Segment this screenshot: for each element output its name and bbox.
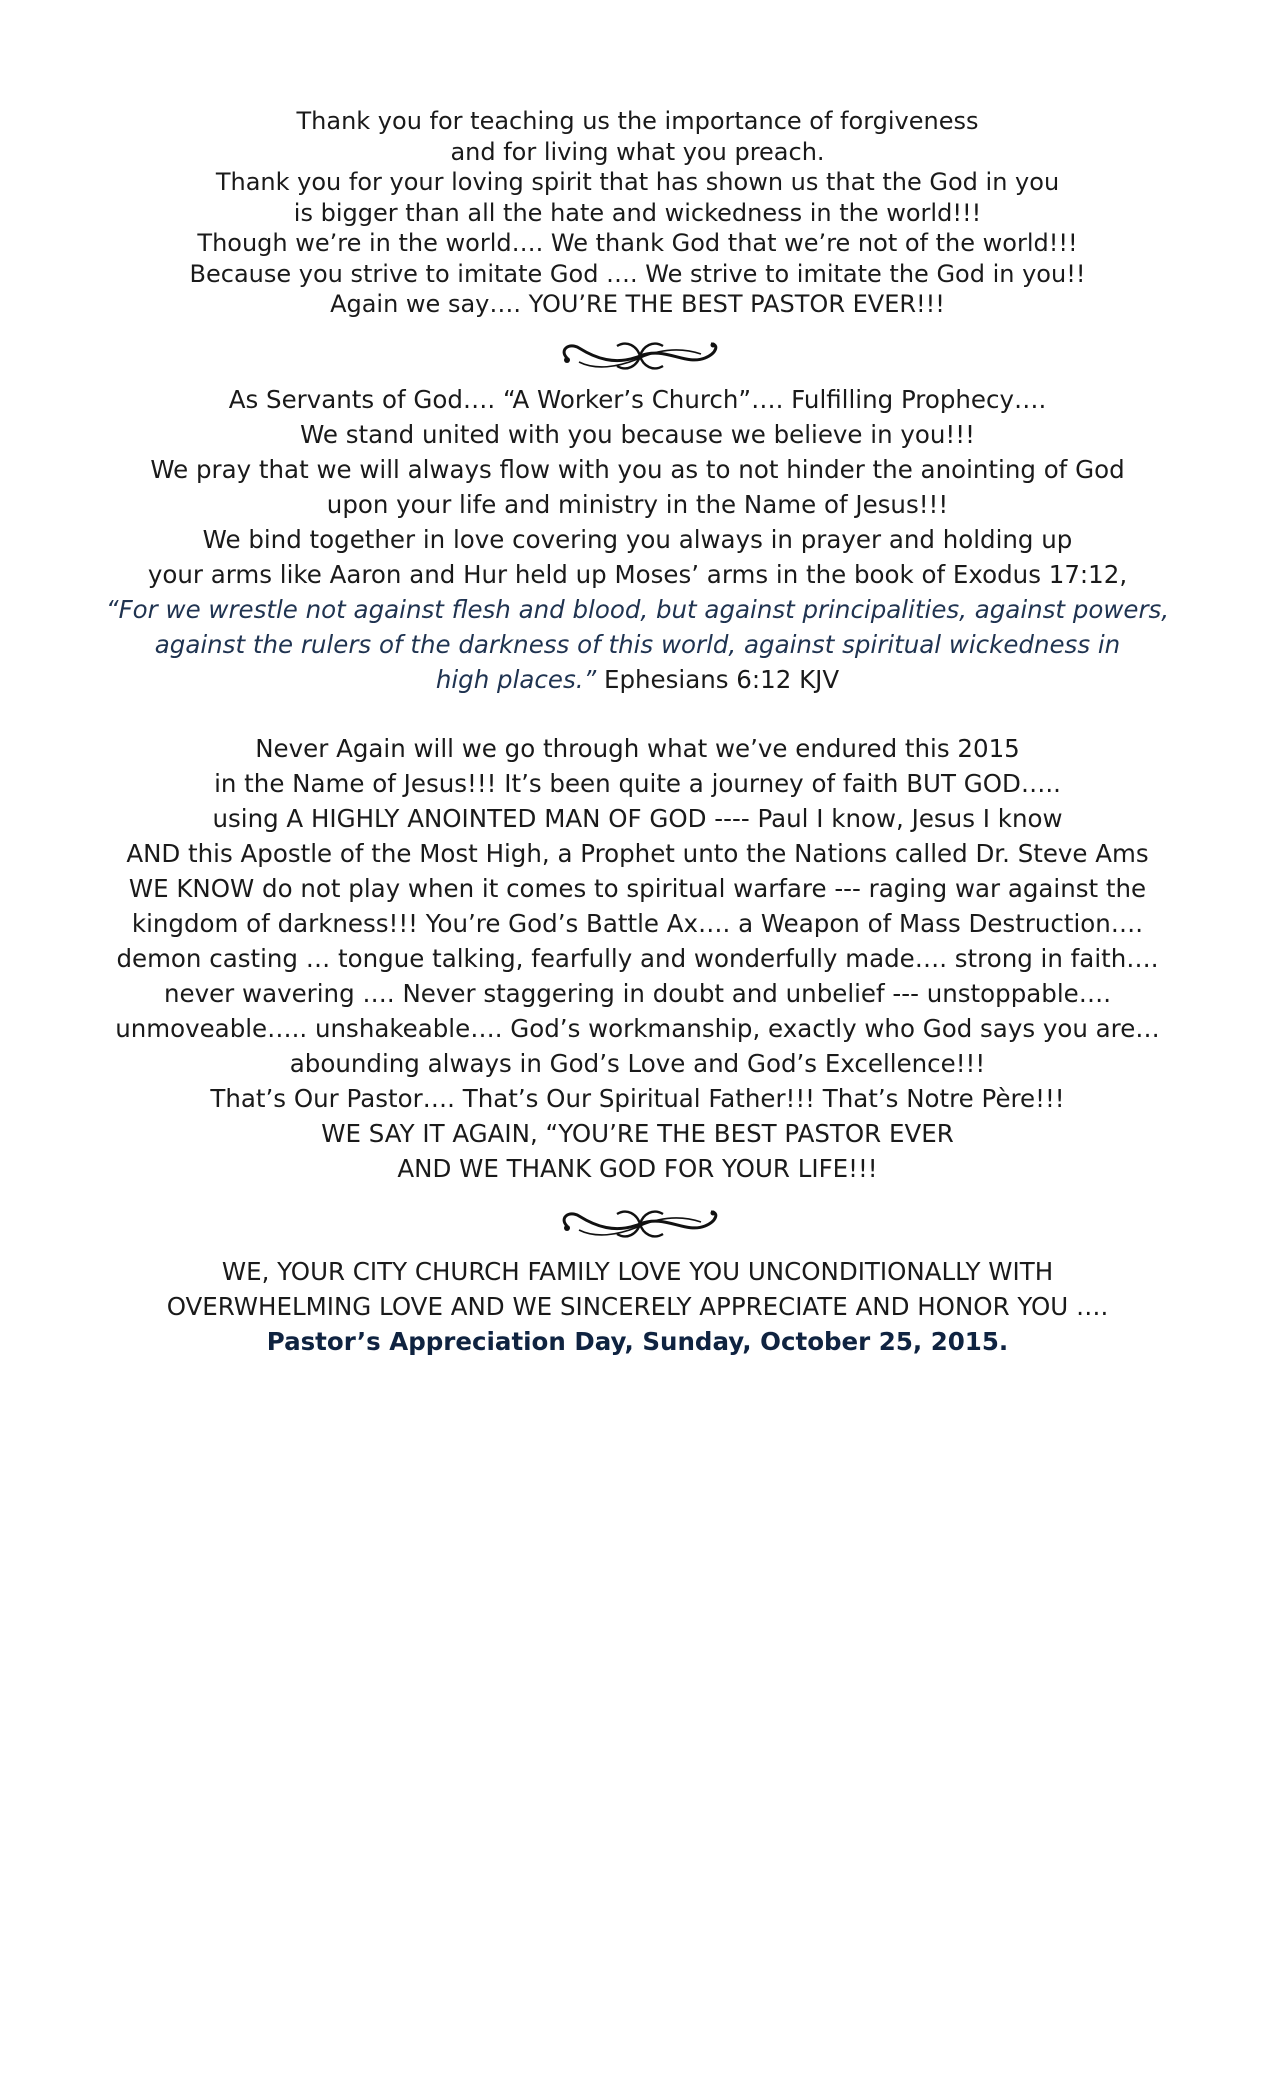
- scripture-quote-line: “For we wrestle not against flesh and blood, but against principalities, against powers,: [105, 595, 1170, 624]
- scroll-flourish-icon: [555, 336, 725, 376]
- text-line: AND this Apostle of the Most High, a Prophet unto the Nations called Dr. Steve Ams: [126, 839, 1149, 868]
- scripture-quote-last-line: [0, 662, 1275, 697]
- appreciation-day-line: Pastor’s Appreciation Day, Sunday, October 25, 2015.: [266, 1327, 1009, 1356]
- text-line: AND WE THANK GOD FOR YOUR LIFE!!!: [397, 1154, 878, 1183]
- text-line: never wavering …. Never staggering in doubt and unbelief --- unstoppable….: [164, 979, 1111, 1008]
- text-line: and for living what you preach.: [450, 137, 825, 166]
- servants-paragraph: [0, 382, 1275, 697]
- text-line: upon your life and ministry in the Name of Jesus!!!: [326, 490, 949, 519]
- text-line: That’s Our Pastor…. That’s Our Spiritual Father!!! That’s Notre Père!!!: [210, 1084, 1065, 1113]
- text-line: Again we say…. YOU’RE THE BEST PASTOR EVER!!!: [330, 290, 945, 318]
- text-line: We stand united with you because we believe in you!!!: [300, 420, 975, 449]
- scripture-quote-line: against the rulers of the darkness of this world, against spiritual wickedness in: [154, 630, 1121, 659]
- closing-paragraph: [0, 1254, 1275, 1359]
- text-line: We bind together in love covering you always in prayer and holding up: [202, 525, 1073, 554]
- text-line: Though we’re in the world…. We thank God that we’re not of the world!!!: [197, 229, 1078, 257]
- text-line: We pray that we will always flow with you as to not hinder the anointing of God: [150, 455, 1125, 484]
- text-line: WE KNOW do not play when it comes to spiritual warfare --- raging war against the: [128, 874, 1147, 903]
- text-line: Thank you for teaching us the importance of forgiveness: [296, 107, 979, 135]
- text-line: using A HIGHLY ANOINTED MAN OF GOD ---- Paul I know, Jesus I know: [212, 804, 1063, 833]
- text-line: Thank you for your loving spirit that has shown us that the God in you: [215, 168, 1060, 196]
- text-line: unmoveable….. unshakeable…. God’s workmanship, exactly who God says you are…: [115, 1014, 1160, 1043]
- text-line: As Servants of God…. “A Worker’s Church”…. Fulfilling Prophecy….: [228, 385, 1047, 414]
- text-line: Because you strive to imitate God …. We strive to imitate the God in you!!: [189, 259, 1086, 288]
- text-line: your arms like Aaron and Hur held up Moses’ arms in the book of Exodus 17:12,: [147, 560, 1128, 589]
- text-line: demon casting … tongue talking, fearfully and wonderfully made…. strong in faith….: [116, 944, 1159, 973]
- gratitude-paragraph: [0, 106, 1275, 320]
- text-line: abounding always in God’s Love and God’s Excellence!!!: [289, 1049, 986, 1078]
- scripture-citation: Ephesians 6:12 KJV: [596, 665, 840, 694]
- text-line: is bigger than all the hate and wickedness in the world!!!: [293, 198, 982, 227]
- text-line: OVERWHELMING LOVE AND WE SINCERELY APPRECIATE AND HONOR YOU ….: [166, 1292, 1109, 1321]
- text-line: kingdom of darkness!!! You’re God’s Battle Ax…. a Weapon of Mass Destruction….: [131, 909, 1144, 938]
- text-line: WE SAY IT AGAIN, “YOU’RE THE BEST PASTOR EVER: [321, 1119, 954, 1148]
- scroll-flourish-icon: [555, 1204, 725, 1244]
- text-line: in the Name of Jesus!!! It’s been quite a journey of faith BUT GOD…..: [214, 769, 1061, 798]
- text-line: Never Again will we go through what we’ve endured this 2015: [255, 734, 1020, 763]
- never-again-paragraph: [0, 731, 1275, 1186]
- text-line: WE, YOUR CITY CHURCH FAMILY LOVE YOU UNCONDITIONALLY WITH: [221, 1257, 1054, 1286]
- scripture-quote-end: high places.”: [435, 665, 597, 694]
